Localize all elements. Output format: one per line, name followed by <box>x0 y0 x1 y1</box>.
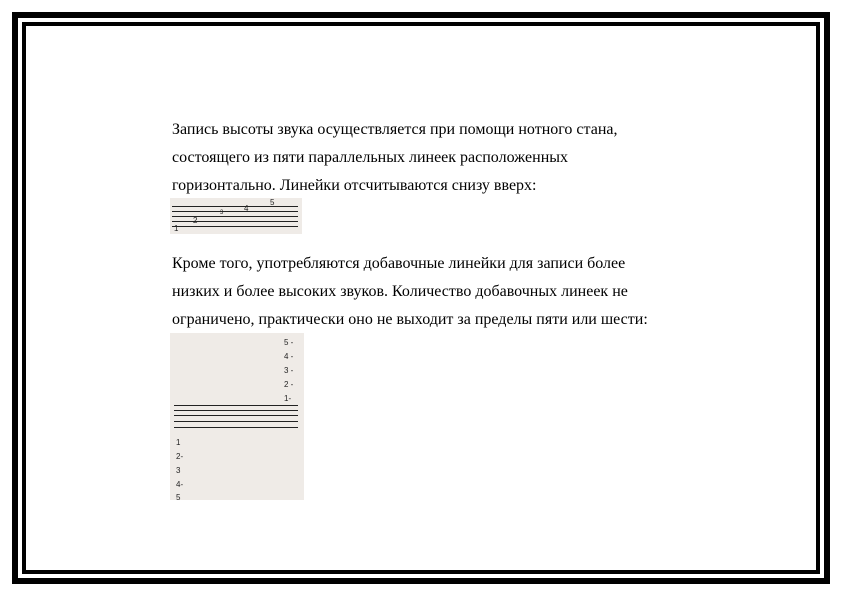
text-line: ограничено, практически оно не выходит за пределы пяти или шести: <box>172 311 648 328</box>
lower-ledger-label: 4- <box>176 480 184 489</box>
staff-line <box>172 221 298 222</box>
staff-line <box>172 226 298 227</box>
staff-line <box>174 427 298 428</box>
line-number-label: 1 <box>174 224 179 233</box>
text-line: Запись высоты звука осуществляется при помощи нотного стана, <box>172 121 618 138</box>
text-line: Кроме того, употребляются добавочные линейки для записи более <box>172 255 626 272</box>
staff-figure <box>170 198 302 234</box>
staff-line <box>172 206 298 207</box>
staff-line <box>172 216 298 217</box>
text-line: низких и более высоких звуков. Количество добавочных линеек не <box>172 283 628 300</box>
staff-line <box>174 405 298 406</box>
upper-ledger-label: 3 - <box>284 366 294 375</box>
line-number-label: 4 <box>244 204 249 213</box>
lower-ledger-label: 5 <box>176 493 181 502</box>
lower-ledger-label: 3 <box>176 466 181 475</box>
staff-line <box>174 415 298 416</box>
staff-line <box>174 421 298 422</box>
paragraph-staff-intro <box>172 116 732 200</box>
text-line: горизонтально. Линейки отсчитываются снизу вверх: <box>172 177 537 194</box>
text-line: состоящего из пяти параллельных линеек расположенных <box>172 149 568 166</box>
upper-ledger-label: 1- <box>284 394 292 403</box>
upper-ledger-label: 4 - <box>284 352 294 361</box>
line-number-label: 2 <box>193 216 198 225</box>
paragraph-ledger-lines <box>172 250 732 334</box>
lower-ledger-label: 2- <box>176 452 184 461</box>
staff-line <box>174 410 298 411</box>
line-number-label: 3 <box>220 210 224 216</box>
upper-ledger-label: 2 - <box>284 380 294 389</box>
upper-ledger-label: 5 - <box>284 338 294 347</box>
staff-line <box>172 211 298 212</box>
lower-ledger-label: 1 <box>176 438 181 447</box>
line-number-label: 5 <box>270 198 275 207</box>
ledger-lines-figure <box>170 333 304 500</box>
